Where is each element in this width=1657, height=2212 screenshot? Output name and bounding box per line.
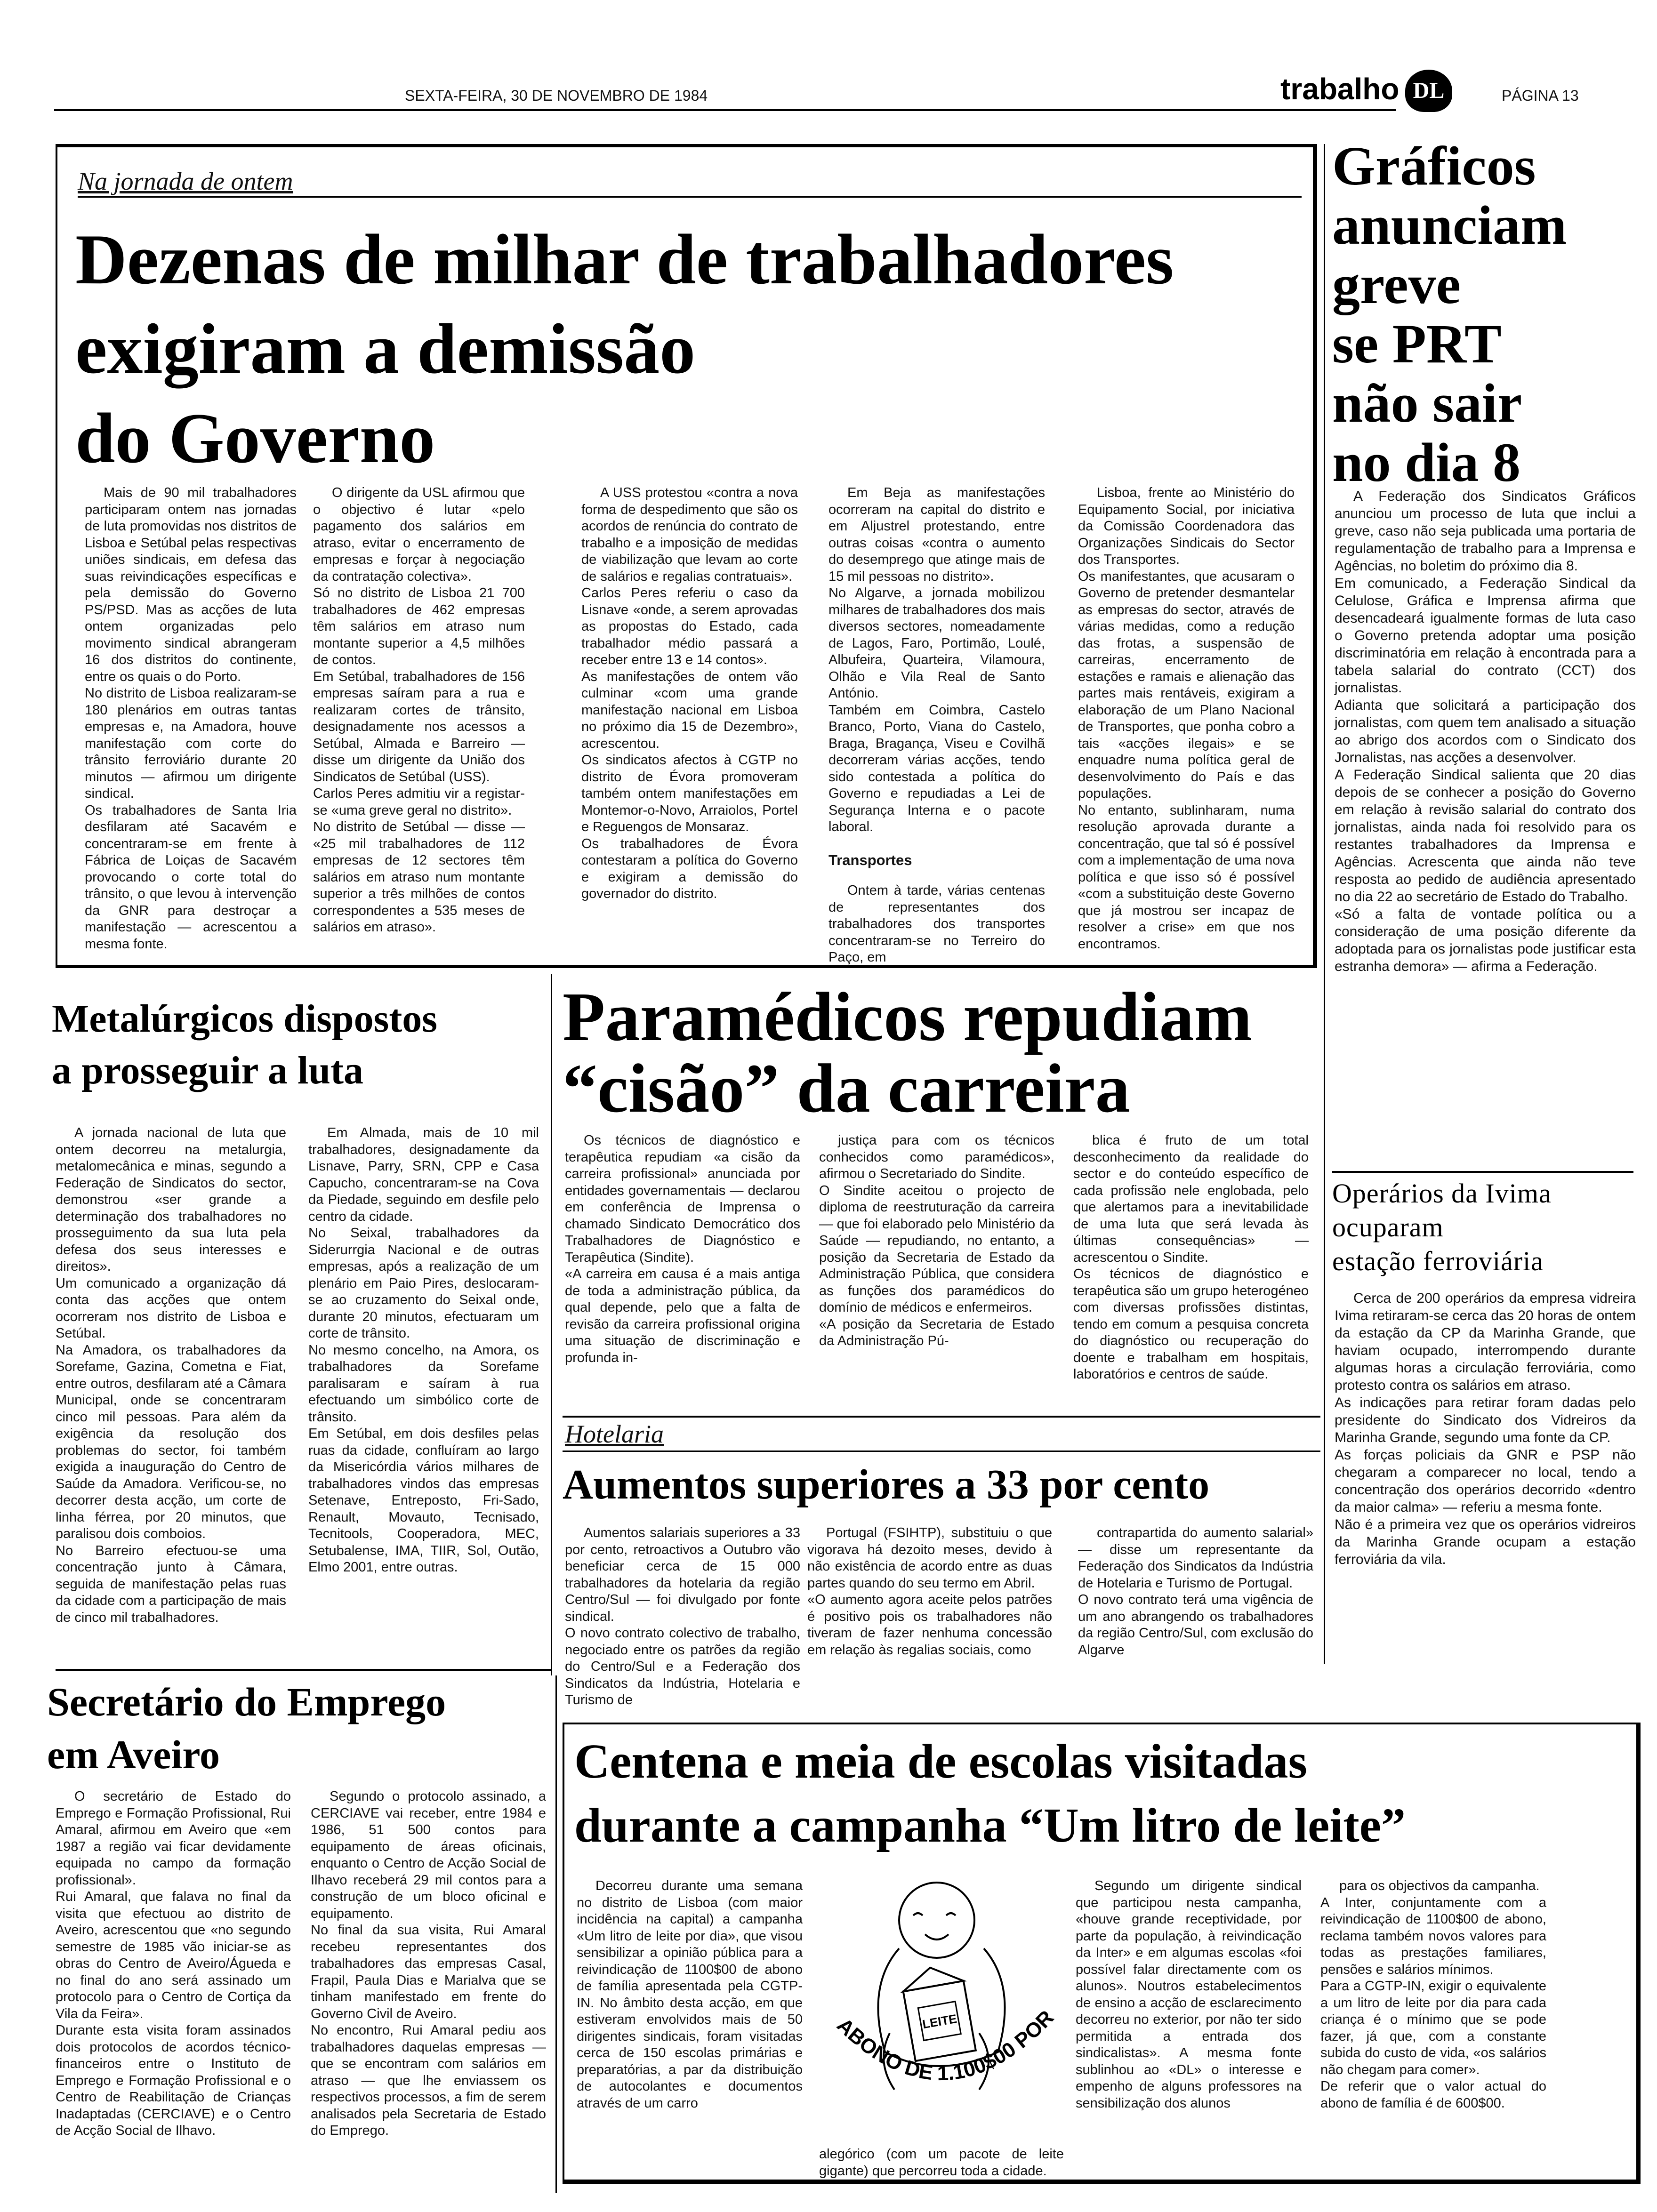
leite-illustration [819,1878,1064,2141]
ivima-headline [1332,1177,1633,1278]
secretario-divider [555,1675,557,2193]
paramedicos-column-2: justiça para com os técnicos conhecidos como paramédicos», afirmou o Secretariado do Sindite. O Sindite aceitou o projecto de diploma de reestruturação da carreira — que foi elaborado pelo Ministério da Saúde — repudiando, no entanto, a posição da Secretaria de Estado da Administração Pública, que considera as funções dos paramédicos do domínio de médicos e enfermeiros. «A posição da Secretaria de Estado da Administração Pú- [819,1133,1054,1348]
lead-subhead-transportes: Transportes [828,851,912,868]
lead-article-column-3: A USS protestou «contra a nova forma de despedimento que são os acordos de renúncia do contrato de trabalho e a imposição de medidas de viabilização que levam ao corte de salários e regalias contratuais». Carlos Peres referiu o caso da Lisnave «onde, a serem aprovadas as propostas do Estado, cada trabalhador médio passará a receber entre 13 e 14 contos». As manifestações de ontem vão culminar «com uma grande manifestação nacional em Lisboa no próximo dia 15 de Dezembro», acrescentou. Os sindicatos afectos à CGTP no distrito de Évora promoveram também ontem manifestações em Montemor-o-Novo, Arraiolos, Portel e Reguengos de Monsaraz. Os trabalhadores de Évora contestaram a política do Governo e exigiram a demissão do governador do distrito. [581,485,798,901]
hotelaria-column-1: Aumentos salariais superiores a 33 por cento, retroactivos a Outubro vão beneficiar cerca de 15 000 trabalhadores da hotelaria da região Centro/Sul — foi divulgado por fonte sindical. O novo contrato colectivo de trabalho, negociado entre os patrões da região do Centro/Sul e a Federação dos Sindicatos da Indústria, Hotelaria e Turismo de [565,1525,800,1707]
ivima-body: Cerca de 200 operários da empresa vidreira Ivima retiraram-se cerca das 20 horas de ontem da estação da CP da Marinha Grande, que haviam ocupado, interrompendo durante algumas horas a circulação ferroviária, como protesto contra os salários em atraso. As indicações para retirar foram dadas pelo presidente do Sindicato dos Vidreiros da Marinha Grande, segundo uma fonte da CP. As forças policiais da GNR e PSP não chegaram a comparecer no local, tendo a concentração dos operários decorrido «dentro da maior calma» — referiu a mesma fonte. Não é a primeira vez que os operários vidreiros da Marinha Grande ocupam a estação ferroviária da vila. [1335,1290,1636,1567]
leite-headline-line: durante a campanha “Um litro de leite” [574,1798,1406,1852]
paramedicos-headline-line: “cisão” da carreira [563,1050,1130,1127]
metalurgicos-bottom-rule [56,1669,551,1671]
hotelaria-headline: Aumentos superiores a 33 por cento [563,1461,1210,1508]
sticker-text: ABONO DE 1.100$00 POR [832,2006,1059,2085]
leite-column-3: para os objectivos da campanha. A Inter, conjuntamente com a reivindicação de 1100$00 de abono, reclama também novos valores para todas as prestações familiares, pensões e salários mínimos. Para a CGTP-IN, exigir o equivalente a um litro de leite por dia para cada criança é o mínimo que se pode fazer, já que, com a constante subida do custo de vida, «os salários não chegam para comer». De referir que o valor actual do abono de família é de 600$00. [1320,1878,1546,2111]
right-column-divider [1324,144,1325,1664]
secretario-column-2: Segundo o protocolo assinado, a CERCIAVE vai receber, entre 1984 e 1986, 51 500 contos para equipamento de áreas oficinais, enquanto o Centro de Acção Social de Ilhavo receberá 29 mil contos para a construção de um bloco oficinal e equipamento. No final da sua visita, Rui Amaral recebeu representantes dos trabalhadores das empresas Casal, Frapil, Paula Dias e Marialva que se tinham manifestado em frente do Governo Civil de Aveiro. No encontro, Rui Amaral pediu aos trabalhadores daquelas empresas — que se encontram com salários em atraso — que lhe enviassem os respectivos processos, a fim de serem analisados pela Secretaria de Estado do Emprego. [311,1789,546,2138]
lead-headline-line: exigiram a demissão [75,309,696,388]
hotelaria-kicker-rule [563,1451,1320,1452]
leite-column-2: Segundo um dirigente sindical que participou nesta campanha, «houve grande receptividade, por parte da população, à reivindicação da Inter» e em algumas escolas «foi possível falar directamente com os alunos». Noutros estabelecimentos de ensino a acção de esclarecimento decorreu no exterior, por não ter sido permitida a entrada dos sindicalistas». A mesma fonte sublinhou ao «DL» o interesse e empenho de alguns professores na sensibilização dos alunos [1076,1878,1302,2111]
lead-headline-line: do Governo [75,399,435,478]
paramedicos-headline [563,978,1320,1127]
paramedicos-headline-line: Paramédicos repudiam [563,978,1252,1056]
lead-article-column-1: Mais de 90 mil trabalhadores participaram ontem nas jornadas de luta promovidas nos distritos de Lisboa e Setúbal pelas respectivas uniões sindicais, em defesa das suas reivindicações específicas e pela demissão do Governo PS/PSD. Mas as acções de luta ontem organizadas pelo movimento sindical abrangeram 16 dos distritos do continente, entre os quais o do Porto. No distrito de Lisboa realizaram-se 180 plenários em outras tantas empresas e, na Amadora, houve manifestação com corte do trânsito ferroviário durante 20 minutos — afirmou um dirigente sindical. Os trabalhadores de Santa Iria desfilaram até Sacavém e concentraram-se em frente à Fábrica de Loiças de Sacavém provocando o corte total do trânsito, o que levou à intervenção da GNR para destroçar a manifestação — acrescentou a mesma fonte. [85,485,297,952]
hotelaria-column-2: Portugal (FSIHTP), substituiu o que vigorava há dezoito meses, devido à não existência de acordo entre as duas partes quando do seu termo em Abril. «O aumento agora aceite pelos patrões é positivo pois os trabalhadores não tiveram de fazer nenhuma concessão em relação às regalias sociais, como [807,1525,1052,1658]
lead-article-column-2: O dirigente da USL afirmou que o objectivo é lutar «pelo pagamento dos salários em atraso, evitar o encerramento de empresas e forçar à negociação da contratação colectiva». Só no distrito de Lisboa 21 700 trabalhadores de 462 empresas têm salários em atraso num montante superior a 4,5 milhões de contos. Em Setúbal, trabalhadores de 156 empresas saíram para a rua e realizaram cortes de trânsito, designadamente nos acessos a Setúbal, Almada e Barreiro — disse um dirigente da União dos Sindicatos de Setúbal (USS). Carlos Peres admitiu vir a registar-se «uma greve geral no distrito». No distrito de Setúbal — disse — «25 mil trabalhadores de 112 empresas de 12 sectores têm salários em atraso num montante superior a três milhões de contos correspondentes a 535 meses de salários em atraso». [313,485,525,935]
graficos-headline [1332,136,1633,492]
header-brand: trabalho [1280,72,1400,106]
metalurgicos-divider [551,974,552,1675]
metalurgicos-headline [52,993,551,1097]
secretario-headline [47,1675,565,1781]
graficos-headline-line: no dia 8 [1332,432,1521,493]
lead-article-column-4: Em Beja as manifestações ocorreram na capital do distrito e em Aljustrel protestando, entre outras coisas «contra o aumento do desemprego que atinge mais de 15 mil pessoas no distrito». No Algarve, a jornada mobilizou milhares de trabalhadores dos mais diversos sectores, nomeadamente de Lagos, Faro, Portimão, Loulé, Albufeira, Quarteira, Vilamoura, Olhão e Vila Real de Santo António. Também em Coimbra, Castelo Branco, Porto, Viana do Castelo, Braga, Bragança, Viseu e Covilhã decorreram várias acções, tendo sido contestada a política do Governo e repudiadas a Lei de Segurança Interna e o pacote laboral. Transportes Ontem à tarde, várias centenas de representantes dos trabalhadores dos transportes concentraram-se no Terreiro do Paço, em [828,485,1045,965]
ivima-headline-line: ocuparam [1332,1212,1444,1242]
graficos-body: A Federação dos Sindicatos Gráficos anunciou um processo de luta que inclui a greve, caso não seja publicada uma portaria de regulamentação de trabalho para a Imprensa e Agências, no boletim do próximo dia 8. Em comunicado, a Federação Sindical da Celulose, Gráfica e Imprensa afirma que desencadeará igualmente formas de luta caso o Governo pretenda adoptar uma posição discriminatória em relação à encontrada para a tabela salarial do contrato (CCT) dos jornalistas. Adianta que solicitará a participação dos jornalistas, com quem tem analisado a situação ao abrigo dos acordos com o Sindicato dos Jornalistas, nas acções a desenvolver. A Federação Sindical salienta que 20 dias depois de se conhecer a posição do Governo em relação à revisão salarial do contrato dos jornalistas, ainda nada foi resolvido para os restantes trabalhadores da Imprensa e Agências. Acrescenta que ainda não teve resposta ao pedido de audiência apresentado no dia 22 ao secretário de Estado do Trabalho. «Só a falta de vontade política ou a consideração de uma posição diferente da adoptada para os jornalistas pode justificar esta estranha demora» — afirma a Federação. [1335,489,1636,974]
graficos-bottom-rule [1332,1171,1633,1173]
graficos-headline-line: anunciam [1332,194,1567,256]
paramedicos-bottom-rule [563,1416,1320,1418]
secretario-headline-line: em Aveiro [47,1732,220,1777]
header-logo-text: DL [1413,78,1445,103]
secretario-column-1: O secretário de Estado do Emprego e Formação Profissional, Rui Amaral, afirmou em Aveiro que «em 1987 a região vai ficar devidamente equipada no campo da formação profissional». Rui Amaral, que falava no final da visita que efectuou ao distrito de Aveiro, acrescentou que «no segundo semestre de 1985 vão iniciar-se as obras do Centro de Aveiro/Águeda e no final do ano será assinado um protocolo para o Centro de Cortiça da Vila da Feira». Durante esta visita foram assinados dois protocolos de acordos técnico-financeiros entre o Instituto de Emprego e Formação Profissional e o Centro de Reabilitação de Crianças Inadaptadas (CERCIAVE) e o Centro de Acção Social de Ilhavo. [56,1789,291,2138]
metalurgicos-headline-line: a prosseguir a luta [52,1049,363,1092]
secretario-headline-line: Secretário do Emprego [47,1679,446,1724]
metalurgicos-column-1: A jornada nacional de luta que ontem decorreu na metalurgia, metalomecânica e minas, segundo a Federação de Sindicatos do sector, demonstrou «ser grande a determinação dos trabalhadores no prosseguimento da sua luta pela defesa dos seus interesses e direitos». Um comunicado a organização dá conta das acções que ontem ocorreram nos distrito de Lisboa e Setúbal. Na Amadora, os trabalhadores da Sorefame, Gazina, Cometna e Fiat, entre outros, desfilaram até a Câmara Municipal, onde se concentraram cinco mil pessoas. Para além da exigência da resolução dos problemas do sector, foi também exigida a inauguração do Centro de Saúde da Amadora. Verificou-se, no decorrer desta acção, um corte de linha férrea, por 20 minutos, que paralisou dois comboios. No Barreiro efectuou-se uma concentração junto à Câmara, seguida de manifestação pelas ruas da cidade com a participação de mais de cinco mil trabalhadores. [56,1125,286,1625]
baby-with-milk-carton-illustration [819,1878,1064,2141]
metalurgicos-column-2: Em Almada, mais de 10 mil trabalhadores, designadamente da Lisnave, Parry, SRN, CPP e Casa Capucho, concentraram-se na Cova da Piedade, seguindo em desfile pelo centro da cidade. No Seixal, trabalhadores da Siderurrgia Nacional e de outras empresas, após a realização de um plenário em Paio Pires, deslocaram-se ao cruzamento do Seixal onde, durante 20 minutos, efectuaram um corte de trânsito. No mesmo concelho, na Amora, os trabalhadores da Sorefame paralisaram e saíram à rua efectuando um simbólico corte de trânsito. Em Setúbal, em dois desfiles pelas ruas da cidade, confluíram ao largo da Misericórdia vários milhares de trabalhadores vindos das empresas Setenave, Entreposto, Fri-Sado, Renault, Movauto, Tecnisado, Tecnitools, Cooperadora, MEC, Setubalense, IMA, TIIR, Sol, Outão, Elmo 2001, entre outras. [308,1125,539,1575]
lead-bottom-rule [56,965,1317,968]
leite-column-1: Decorreu durante uma semana no distrito de Lisboa (com maior incidência na capital) a campanha «Um litro de leite por dia», que visou sensibilizar a opinião pública para a reivindicação de 1100$00 de abono de família apresentada pela CGTP-IN. No âmbito desta acção, em que estiveram envolvidos mais de 50 dirigentes sindicais, foram visitadas cerca de 150 escolas primárias e preparatórias, a par da distribuição de autocolantes e documentos através de um carro [577,1878,803,2111]
lead-kicker-rule [78,196,1302,198]
metalurgicos-headline-line: Metalúrgicos dispostos [52,997,437,1041]
lead-article-kicker: Na jornada de ontem [78,167,293,195]
hotelaria-column-3: contrapartida do aumento salarial» — disse um representante da Federação dos Sindicatos da Indústria de Hotelaria e Turismo de Portugal. O novo contrato terá uma vigência de um ano abrangendo os trabalhadores da região Centro/Sul, com exclusão do Algarve [1078,1525,1313,1658]
lead-article-column-5: Lisboa, frente ao Ministério do Equipamento Social, por iniciativa da Comissão Coordenadora das Organizações Sindicais do Sector dos Transportes. Os manifestantes, que acusaram o Governo de pretender desmantelar as empresas do sector, através de várias medidas, como a redução das frotas, a suspensão de carreiras, encerramento de estações e ramais e alienação das partes mais rentáveis, exigiram a elaboração de um Plano Nacional de Transportes, que ponha cobro a tais «acções ilegais» e se enquadre numa política geral de desenvolvimento do País e das populações. No entanto, sublinharam, numa resolução aprovada durante a concentração, que tal só é possível com a implementação de uma nova política e que isso só é possível «com a substituição deste Governo que já mostrou ser incapaz de resolver a crise» em que nos encontramos. [1078,485,1295,952]
svg-text:LEITE: LEITE [921,2011,958,2032]
page-number: PÁGINA 13 [1502,87,1579,104]
graficos-headline-line: greve [1332,254,1461,315]
graficos-headline-line: Gráficos [1332,135,1536,197]
graficos-headline-line: não sair [1332,372,1522,434]
graficos-headline-line: se PRT [1332,313,1502,375]
leite-headline [574,1730,1629,1858]
paramedicos-column-3: blica é fruto de um total desconhecimento da realidade do sector e do conteúdo específico de cada profissão nele englobada, pelo que alertamos para a inevitabilidade de uma luta que será levada às últimas consequências» — acrescentou o Sindite. Os técnicos de diagnóstico e terapêutica são um grupo heterogéneo com diversas profissões distintas, tendo em comum a pesquisa concreta do diagnóstico ou recuperação do doente e trabalham em hospitais, laboratórios e centros de saúde. [1073,1133,1309,1382]
lead-headline-line: Dezenas de milhar de trabalhadores [75,220,1174,299]
leite-image-caption: alegórico (com um pacote de leite gigante) que percorreu toda a cidade. [819,2147,1064,2179]
hotelaria-kicker: Hotelaria [565,1420,664,1448]
header-rule [54,109,1396,111]
header-logo [1405,70,1452,112]
page-header [0,0,1657,113]
paramedicos-column-1: Os técnicos de diagnóstico e terapêutica repudiam «a cisão da carreira profissional» anunciada por entidades governamentais — declarou em conferência de Imprensa o chamado Sindicato Democrático dos Trabalhadores de Diagnóstico e Terapêutica (Sindite). «A carreira em causa é a mais antiga de toda a administração pública, da qual depende, pelo que a falta de revisão da carreira profissional origina uma situação de discriminação e profunda in- [565,1133,800,1365]
header-date: SEXTA-FEIRA, 30 DE NOVEMBRO DE 1984 [405,87,708,104]
lead-article-headline [75,215,1290,483]
ivima-headline-line: Operários da Ivima [1332,1178,1552,1209]
ivima-headline-line: estação ferroviária [1332,1246,1544,1276]
leite-headline-line: Centena e meia de escolas visitadas [574,1734,1307,1788]
